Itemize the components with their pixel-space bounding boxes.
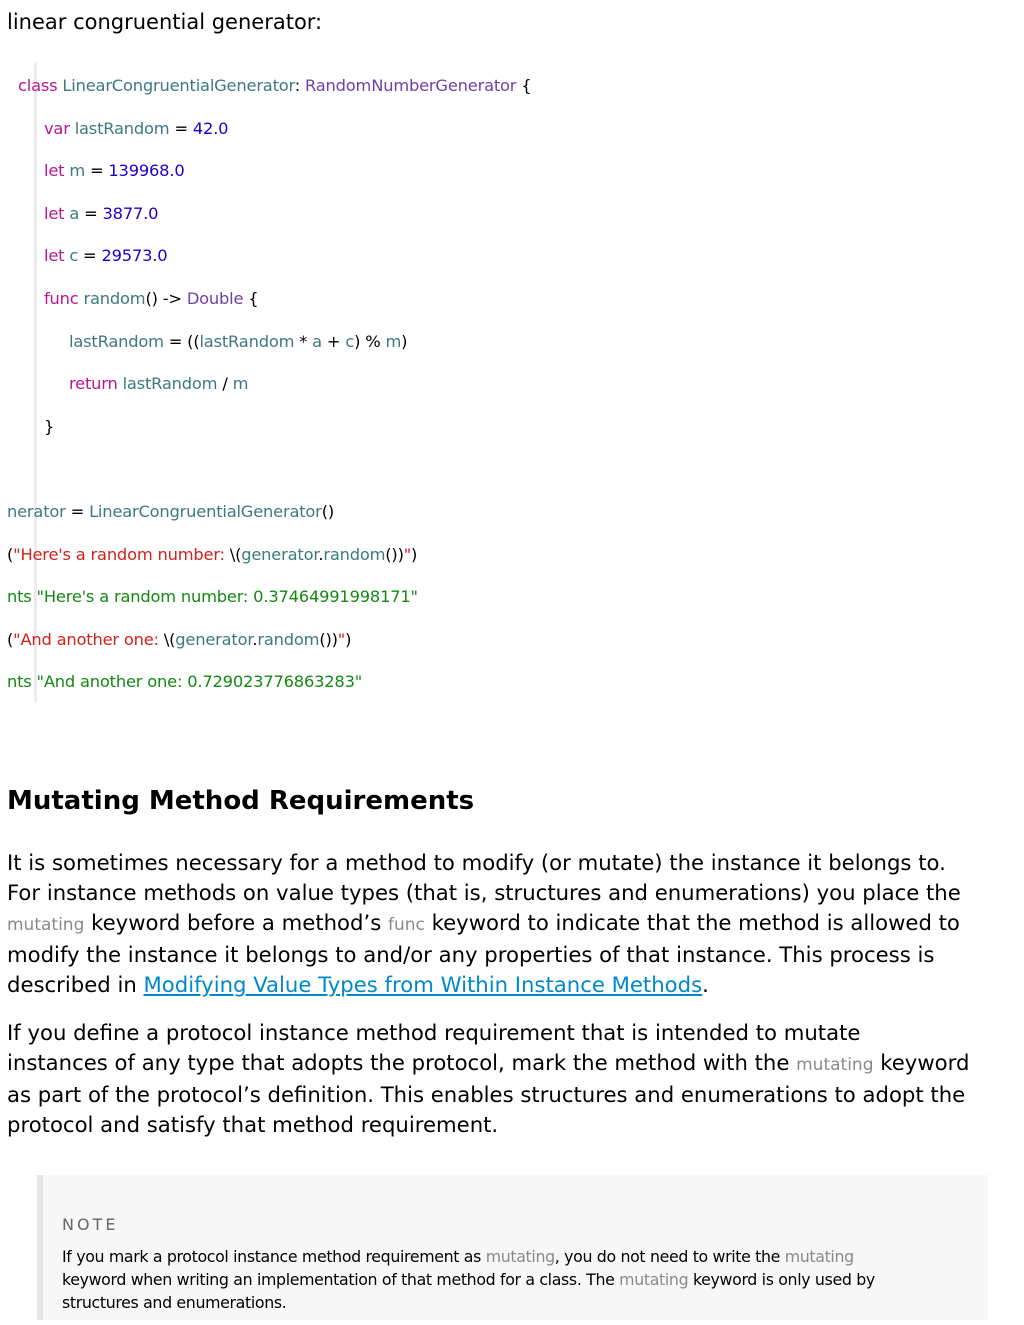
- code-token: = ((: [163, 331, 200, 351]
- text-line: [7, 1048, 969, 1080]
- code-token: 42.0: [192, 118, 229, 138]
- text-line: [7, 878, 961, 908]
- code-token: ": [337, 629, 346, 649]
- inline-code: mutating: [619, 1270, 689, 1289]
- code-token: () ->: [145, 289, 187, 308]
- code-token: =: [84, 161, 109, 181]
- text-segment: For instance methods on value types (that is, structures and enumerations) you place the: [7, 880, 961, 905]
- text-segment: If you mark a protocol instance method requirement as: [62, 1247, 486, 1266]
- text-line: [7, 908, 961, 940]
- code-line: [44, 417, 54, 436]
- code-token: lastRandom: [199, 331, 295, 351]
- note-body: [62, 1245, 875, 1314]
- intro-text: linear congruential generator:: [7, 10, 323, 34]
- code-token: nts "And another one: 0.729023776863283": [7, 672, 363, 692]
- code-token: m: [385, 331, 402, 351]
- code-token: \(: [163, 629, 176, 649]
- code-token: =: [169, 118, 193, 138]
- code-token: :: [294, 76, 306, 95]
- code-token: .: [318, 544, 324, 564]
- code-token: let: [44, 161, 70, 181]
- text-line: [7, 1018, 969, 1048]
- inline-code: mutating: [485, 1247, 555, 1266]
- code-token: \(: [229, 544, 242, 564]
- text-segment: If you define a protocol instance method requirement that is intended to mutate: [7, 1020, 861, 1045]
- code-token: lastRandom: [69, 331, 164, 351]
- text-segment: , you do not need to write the: [554, 1247, 785, 1266]
- text-segment: keyword to indicate that the method is allowed to: [424, 910, 960, 935]
- modifying-value-types-link[interactable]: Modifying Value Types from Within Instance Methods: [143, 972, 703, 997]
- text-segment: keyword is only used by: [688, 1270, 875, 1289]
- code-token: "Here's a random number:: [13, 544, 230, 564]
- text-segment: .: [702, 972, 709, 997]
- text-line: [7, 1080, 969, 1110]
- code-token: ": [403, 544, 412, 564]
- text-line: [7, 1110, 969, 1140]
- code-line: [7, 545, 417, 564]
- code-line: [44, 246, 167, 265]
- code-token: return: [69, 374, 123, 394]
- text-segment: as part of the protocol’s definition. This enables structures and enumerations to adopt the: [7, 1082, 966, 1107]
- inline-code: func: [387, 915, 425, 935]
- inline-code: mutating: [796, 1055, 874, 1075]
- code-token: 139968.0: [108, 161, 185, 181]
- code-token: {: [516, 76, 532, 95]
- inline-code: mutating: [784, 1247, 854, 1266]
- inline-code: mutating: [7, 915, 85, 935]
- code-line: [69, 374, 248, 393]
- text-segment: It is sometimes necessary for a method to modify (or mutate) the instance it belongs to.: [7, 850, 946, 875]
- code-line: [44, 119, 228, 138]
- code-token: }: [44, 416, 55, 436]
- code-token: (: [7, 629, 14, 649]
- text-segment: keyword when writing an implementation of that method for a class. The: [62, 1270, 620, 1289]
- code-token: a: [312, 331, 322, 351]
- code-token: "And another one:: [13, 629, 164, 649]
- section-heading: Mutating Method Requirements: [7, 786, 475, 816]
- code-token: =: [79, 203, 103, 223]
- code-token: *: [294, 331, 313, 351]
- code-token: 3877.0: [102, 203, 159, 223]
- code-token: ): [411, 544, 418, 564]
- code-token: m: [69, 161, 85, 181]
- text-line: [62, 1291, 875, 1314]
- code-token: m: [232, 374, 249, 394]
- code-line: [69, 332, 407, 351]
- code-token: RandomNumberGenerator: [305, 76, 517, 95]
- code-token: let: [44, 203, 70, 223]
- code-token: ): [345, 629, 352, 649]
- text-segment: modify the instance it belongs to and/or any properties of that instance. This process is: [7, 942, 935, 967]
- text-segment: described in: [7, 972, 144, 997]
- code-token: =: [78, 246, 102, 266]
- code-token: 29573.0: [101, 246, 168, 266]
- code-line: [7, 587, 418, 606]
- code-line: [44, 289, 258, 308]
- text-line: [62, 1268, 875, 1291]
- code-line: [44, 161, 184, 180]
- code-token: (: [7, 544, 14, 564]
- code-token: generator: [175, 629, 253, 649]
- code-token: =: [65, 502, 90, 521]
- code-token: .: [252, 629, 258, 649]
- code-token: a: [69, 203, 80, 223]
- code-token: generator: [241, 544, 319, 564]
- code-token: (): [321, 502, 334, 521]
- code-token: /: [217, 374, 233, 394]
- code-token: nts "Here's a random number: 0.37464991998171": [7, 587, 418, 607]
- code-token: c: [345, 331, 355, 351]
- code-token: ): [401, 331, 408, 351]
- text-line: [62, 1245, 875, 1268]
- code-token: random: [323, 544, 386, 564]
- code-token: lastRandom: [74, 118, 170, 138]
- code-token: ()): [319, 629, 338, 649]
- code-token: +: [321, 331, 346, 351]
- paragraph-1: [7, 848, 961, 1000]
- text-segment: instances of any type that adopts the protocol, mark the method with the: [7, 1050, 797, 1075]
- code-line: [7, 502, 334, 521]
- code-token: c: [69, 246, 79, 266]
- code-token: ()): [385, 544, 404, 564]
- text-line: [7, 940, 961, 970]
- code-token: LinearCongruentialGenerator: [62, 76, 295, 95]
- code-line: [7, 672, 362, 691]
- code-token: LinearCongruentialGenerator: [89, 502, 322, 521]
- code-token: ) %: [354, 331, 386, 351]
- code-line: [18, 76, 531, 95]
- text-line: [7, 970, 961, 1000]
- code-token: random: [83, 289, 146, 308]
- code-token: nerator: [7, 502, 66, 521]
- code-line: [44, 204, 158, 223]
- text-segment: protocol and satisfy that method requirement.: [7, 1112, 499, 1137]
- code-token: var: [44, 118, 75, 138]
- code-token: {: [243, 289, 259, 308]
- code-token: let: [44, 246, 70, 266]
- paragraph-2: [7, 1018, 969, 1140]
- code-line: [7, 630, 351, 649]
- code-block: [0, 62, 1024, 702]
- note-box: [37, 1175, 988, 1320]
- code-token: func: [44, 289, 84, 308]
- text-segment: keyword: [873, 1050, 970, 1075]
- code-token: random: [257, 629, 320, 649]
- code-token: class: [18, 76, 63, 95]
- text-segment: structures and enumerations.: [62, 1293, 287, 1312]
- note-title: NOTE: [62, 1215, 119, 1234]
- text-segment: keyword before a method’s: [84, 910, 388, 935]
- text-line: [7, 848, 961, 878]
- code-token: lastRandom: [122, 374, 218, 394]
- code-token: Double: [186, 289, 244, 308]
